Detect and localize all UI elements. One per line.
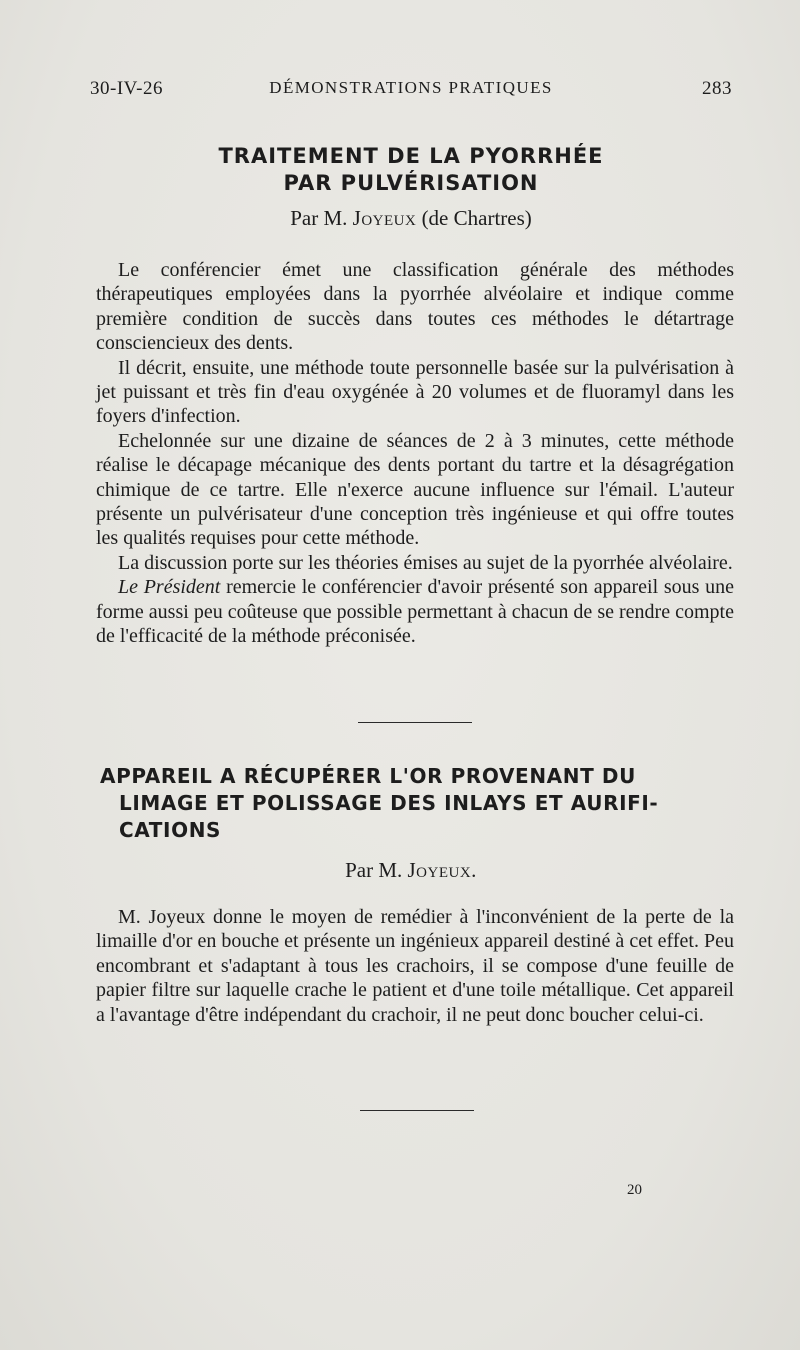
article1-byline-suffix: (de Chartres) bbox=[421, 206, 532, 230]
article2-title-line1: APPAREIL A RÉCUPÉRER L'OR PROVENANT DU bbox=[100, 764, 636, 788]
article1-paragraph: Il décrit, ensuite, une méthode toute personnelle basée sur la pulvérisation à jet puissant et très fin d'eau oxygénée à 20 volumes et de fluoramyl dans les foyers d'infection. bbox=[96, 356, 734, 428]
header-section-title: DÉMONSTRATIONS PRATIQUES bbox=[269, 78, 553, 97]
article2-paragraph: M. Joyeux donne le moyen de remédier à l'inconvénient de la perte de la limaille d'or en bouche et présente un ingénieux appareil destiné à cet effet. Peu encombrant et s'adaptant à tous les crachoirs, il se compose d'une feuille de papier filtre sur laquelle crache le patient et d'une toile métallique. Cet appareil a l'avantage d'être indépendant du crachoir, il ne peut donc boucher celui-ci. bbox=[96, 906, 734, 1026]
section-divider bbox=[360, 1110, 474, 1111]
article2-byline-name: Joyeux. bbox=[407, 858, 477, 882]
article2-byline-prefix: Par M. bbox=[345, 858, 403, 882]
header-date: 30-IV-26 bbox=[90, 78, 163, 99]
page-number: 283 bbox=[702, 78, 732, 99]
article2-title-line3: CATIONS bbox=[119, 818, 222, 842]
article2-body bbox=[96, 905, 734, 1027]
article1-byline-prefix: Par M. bbox=[290, 206, 348, 230]
article1-paragraph-president bbox=[96, 575, 734, 648]
signature-mark: 20 bbox=[627, 1182, 642, 1198]
article1-title-line1: TRAITEMENT DE LA PYORRHÉE bbox=[218, 144, 604, 168]
article1-body bbox=[96, 258, 734, 649]
article1-paragraph: Le conférencier émet une classification générale des méthodes thérapeutiques employées dans la pyorrhée alvéolaire et indique comme première condition de succès dans toutes ces méthodes le détartrage consciencieux des dents. bbox=[96, 259, 734, 355]
article1-title-line2: PAR PULVÉRISATION bbox=[283, 171, 539, 195]
running-header bbox=[90, 78, 732, 106]
article1-paragraph: La discussion porte sur les théories émises au sujet de la pyorrhée alvéolaire. bbox=[118, 551, 733, 574]
section-divider bbox=[358, 722, 472, 723]
article2-title bbox=[100, 763, 740, 844]
article1-paragraph: Echelonnée sur une dizaine de séances de 2 à 3 minutes, cette méthode réalise le décapage mécanique des dents portant du tartre et la désagrégation chimique de ce tartre. Elle n'exerce aucune influence sur l'émail. L'auteur présente un pulvérisateur d'une conception très ingénieuse et qui offre toutes les qualités requises pour cette méthode. bbox=[96, 429, 734, 550]
article1-title bbox=[90, 143, 732, 197]
president-remark: remercie le conférencier d'avoir présenté son appareil sous une forme aussi peu coûteuse que possible permettant à chacun de se rendre compte de l'efficacité de la méthode préconisée. bbox=[96, 576, 734, 648]
article2-title-line2: LIMAGE ET POLISSAGE DES INLAYS ET AURIFI- bbox=[119, 791, 659, 815]
article2-byline bbox=[90, 858, 732, 883]
president-label: Le Président bbox=[118, 576, 221, 599]
article1-byline bbox=[90, 206, 732, 231]
article1-byline-name: Joyeux bbox=[352, 206, 417, 230]
